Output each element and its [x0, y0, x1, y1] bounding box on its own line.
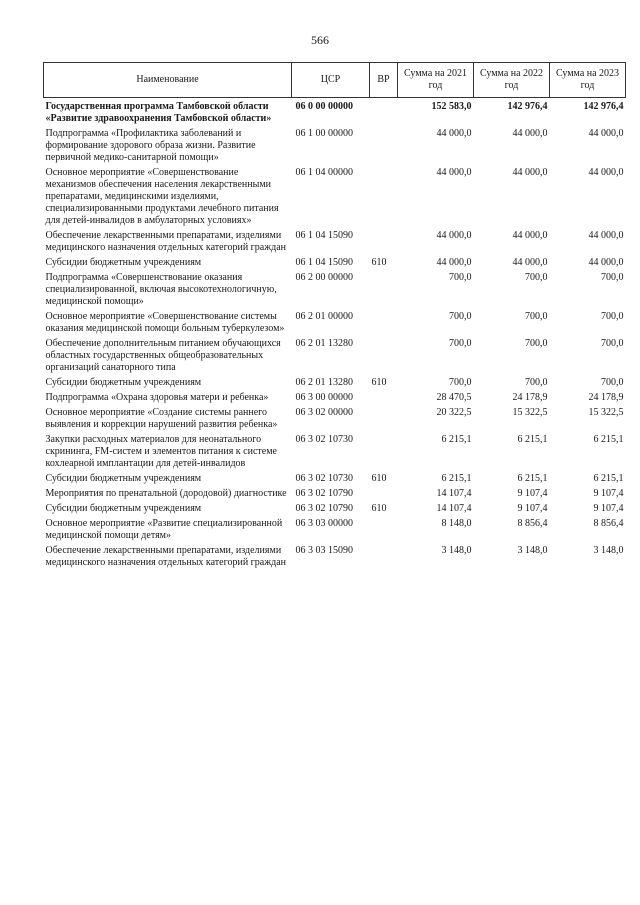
- row-vr: [370, 125, 398, 164]
- table-row: [44, 254, 626, 269]
- row-sum-2022: 15 322,5: [512, 407, 548, 418]
- row-vr: [370, 98, 398, 126]
- row-name: Субсидии бюджетным учреждениям: [45, 377, 202, 388]
- row-sum-2023: 9 107,4: [593, 503, 624, 514]
- row-sum-2021: 20 322,5: [436, 407, 472, 418]
- row-sum-2023: 6 215,1: [593, 473, 624, 484]
- row-sum-2023: 44 000,0: [588, 257, 624, 268]
- row-vr: [370, 515, 398, 542]
- row-sum-2022: 44 000,0: [512, 128, 548, 139]
- row-csr: 06 3 02 10730: [295, 473, 353, 484]
- table-row: [44, 542, 626, 569]
- table-row: [44, 515, 626, 542]
- row-vr: [370, 542, 398, 569]
- page-number: 566: [311, 33, 329, 47]
- header-vr: ВР: [370, 63, 398, 98]
- row-vr: 610: [371, 473, 387, 484]
- row-sum-2022: 700,0: [525, 311, 548, 322]
- row-sum-2022: 44 000,0: [512, 257, 548, 268]
- row-vr: 610: [371, 503, 387, 514]
- row-sum-2023: 3 148,0: [593, 545, 624, 556]
- row-sum-2023: 44 000,0: [588, 128, 624, 139]
- header-sum-2023: Сумма на 2023 год: [550, 63, 626, 98]
- row-vr: [370, 389, 398, 404]
- table-header: [44, 63, 626, 98]
- table-row: [44, 308, 626, 335]
- row-sum-2021: 44 000,0: [436, 167, 472, 178]
- row-sum-2021: 6 215,1: [441, 473, 472, 484]
- row-sum-2023: 15 322,5: [588, 407, 624, 418]
- table-row: [44, 125, 626, 164]
- row-name: Основное мероприятие «Совершенствование механизмов обеспечения населения лекарственными препаратами, медицинскими изделиями, специализированными продуктами лечебного питания для детей-инвалидов в амбулаторных условиях»: [45, 167, 279, 226]
- row-sum-2023: 700,0: [601, 311, 624, 322]
- row-csr: 06 3 03 15090: [295, 545, 353, 556]
- row-name: Основное мероприятие «Совершенствование системы оказания медицинской помощи больным туберкулезом»: [45, 311, 285, 334]
- row-sum-2021: 6 215,1: [441, 434, 472, 445]
- row-sum-2022: 700,0: [525, 272, 548, 283]
- row-sum-2023: 44 000,0: [588, 167, 624, 178]
- row-sum-2022: 6 215,1: [517, 434, 548, 445]
- row-sum-2023: 700,0: [601, 377, 624, 388]
- row-sum-2021: 700,0: [449, 311, 472, 322]
- row-csr: 06 1 04 00000: [295, 167, 353, 178]
- row-sum-2023: 24 178,9: [588, 392, 624, 403]
- row-sum-2022: 44 000,0: [512, 167, 548, 178]
- table-row: [44, 374, 626, 389]
- row-name: Субсидии бюджетным учреждениям: [45, 257, 202, 268]
- row-vr: [370, 269, 398, 308]
- table-row: [44, 227, 626, 254]
- row-sum-2022: 9 107,4: [517, 488, 548, 499]
- row-sum-2022: 44 000,0: [512, 230, 548, 241]
- row-name: Основное мероприятие «Развитие специализированной медицинской помощи детям»: [45, 518, 283, 541]
- row-name: Субсидии бюджетным учреждениям: [45, 503, 202, 514]
- row-sum-2021: 14 107,4: [436, 503, 472, 514]
- row-sum-2023: 9 107,4: [593, 488, 624, 499]
- row-sum-2021: 700,0: [449, 338, 472, 349]
- row-sum-2022: 3 148,0: [517, 545, 548, 556]
- row-sum-2021: 44 000,0: [436, 257, 472, 268]
- row-sum-2021: 8 148,0: [441, 518, 472, 529]
- table-row: [44, 335, 626, 374]
- row-csr: 06 2 01 13280: [295, 338, 353, 349]
- row-name: Подпрограмма «Охрана здоровья матери и ребенка»: [45, 392, 269, 403]
- header-name: Наименование: [44, 63, 292, 98]
- row-csr: 06 0 00 00000: [295, 101, 353, 112]
- row-sum-2021: 44 000,0: [436, 230, 472, 241]
- row-sum-2021: 3 148,0: [441, 545, 472, 556]
- row-csr: 06 2 00 00000: [295, 272, 353, 283]
- row-name: Государственная программа Тамбовской области «Развитие здравоохранения Тамбовской области»: [45, 101, 272, 124]
- header-sum-2021: Сумма на 2021 год: [398, 63, 474, 98]
- row-csr: 06 2 01 00000: [295, 311, 353, 322]
- row-sum-2022: 700,0: [525, 377, 548, 388]
- row-name: Подпрограмма «Профилактика заболеваний и формирование здорового образа жизни. Развитие первичной медико-санитарной помощи»: [45, 128, 256, 163]
- row-sum-2022: 9 107,4: [517, 503, 548, 514]
- row-vr: [370, 485, 398, 500]
- row-vr: [370, 227, 398, 254]
- table-row: [44, 389, 626, 404]
- header-csr: ЦСР: [292, 63, 370, 98]
- table-row: [44, 404, 626, 431]
- row-name: Субсидии бюджетным учреждениям: [45, 473, 202, 484]
- table-row: [44, 164, 626, 227]
- row-name: Основное мероприятие «Создание системы раннего выявления и коррекции нарушений развития ребенка»: [45, 407, 278, 430]
- table-body: [44, 98, 626, 570]
- table-row: [44, 269, 626, 308]
- row-name: Закупки расходных материалов для неонатального скрининга, FM-систем и элементов питания к системе кохлеарной имплантации для детей-инвалидов: [45, 434, 277, 469]
- row-vr: [370, 164, 398, 227]
- row-sum-2022: 142 976,4: [507, 101, 548, 112]
- row-csr: 06 2 01 13280: [295, 377, 353, 388]
- row-csr: 06 1 00 00000: [295, 128, 353, 139]
- row-sum-2021: 44 000,0: [436, 128, 472, 139]
- row-csr: 06 1 04 15090: [295, 230, 353, 241]
- row-vr: [370, 404, 398, 431]
- table-row: [44, 485, 626, 500]
- row-vr: 610: [371, 377, 387, 388]
- row-sum-2023: 700,0: [601, 338, 624, 349]
- row-csr: 06 3 02 10790: [295, 488, 353, 499]
- row-sum-2022: 24 178,9: [512, 392, 548, 403]
- row-sum-2023: 142 976,4: [583, 101, 624, 112]
- table-row: [44, 500, 626, 515]
- row-vr: [370, 308, 398, 335]
- row-name: Обеспечение дополнительным питанием обучающихся областных государственных общеобразовательных организаций санаторного типа: [45, 338, 281, 373]
- table-row: [44, 431, 626, 470]
- row-csr: 06 3 00 00000: [295, 392, 353, 403]
- row-sum-2021: 28 470,5: [436, 392, 472, 403]
- row-csr: 06 1 04 15090: [295, 257, 353, 268]
- header-sum-2022: Сумма на 2022 год: [474, 63, 550, 98]
- row-sum-2021: 700,0: [449, 377, 472, 388]
- row-sum-2023: 44 000,0: [588, 230, 624, 241]
- row-csr: 06 3 02 10730: [295, 434, 353, 445]
- table-row: [44, 98, 626, 126]
- row-csr: 06 3 02 00000: [295, 407, 353, 418]
- row-sum-2021: 700,0: [449, 272, 472, 283]
- row-vr: [370, 431, 398, 470]
- row-csr: 06 3 02 10790: [295, 503, 353, 514]
- budget-table: [43, 62, 626, 569]
- row-sum-2022: 8 856,4: [517, 518, 548, 529]
- row-vr: 610: [371, 257, 387, 268]
- row-sum-2022: 6 215,1: [517, 473, 548, 484]
- row-sum-2023: 6 215,1: [593, 434, 624, 445]
- row-sum-2023: 8 856,4: [593, 518, 624, 529]
- row-sum-2021: 14 107,4: [436, 488, 472, 499]
- table-row: [44, 470, 626, 485]
- row-name: Обеспечение лекарственными препаратами, изделиями медицинского назначения отдельных категорий граждан: [45, 545, 287, 568]
- row-sum-2021: 152 583,0: [431, 101, 472, 112]
- row-name: Подпрограмма «Совершенствование оказания специализированной, включая высокотехнологичную, медицинской помощи»: [45, 272, 277, 307]
- row-csr: 06 3 03 00000: [295, 518, 353, 529]
- row-sum-2023: 700,0: [601, 272, 624, 283]
- row-vr: [370, 335, 398, 374]
- row-sum-2022: 700,0: [525, 338, 548, 349]
- row-name: Мероприятия по пренатальной (дородовой) диагностике: [45, 488, 287, 499]
- row-name: Обеспечение лекарственными препаратами, изделиями медицинского назначения отдельных категорий граждан: [45, 230, 287, 253]
